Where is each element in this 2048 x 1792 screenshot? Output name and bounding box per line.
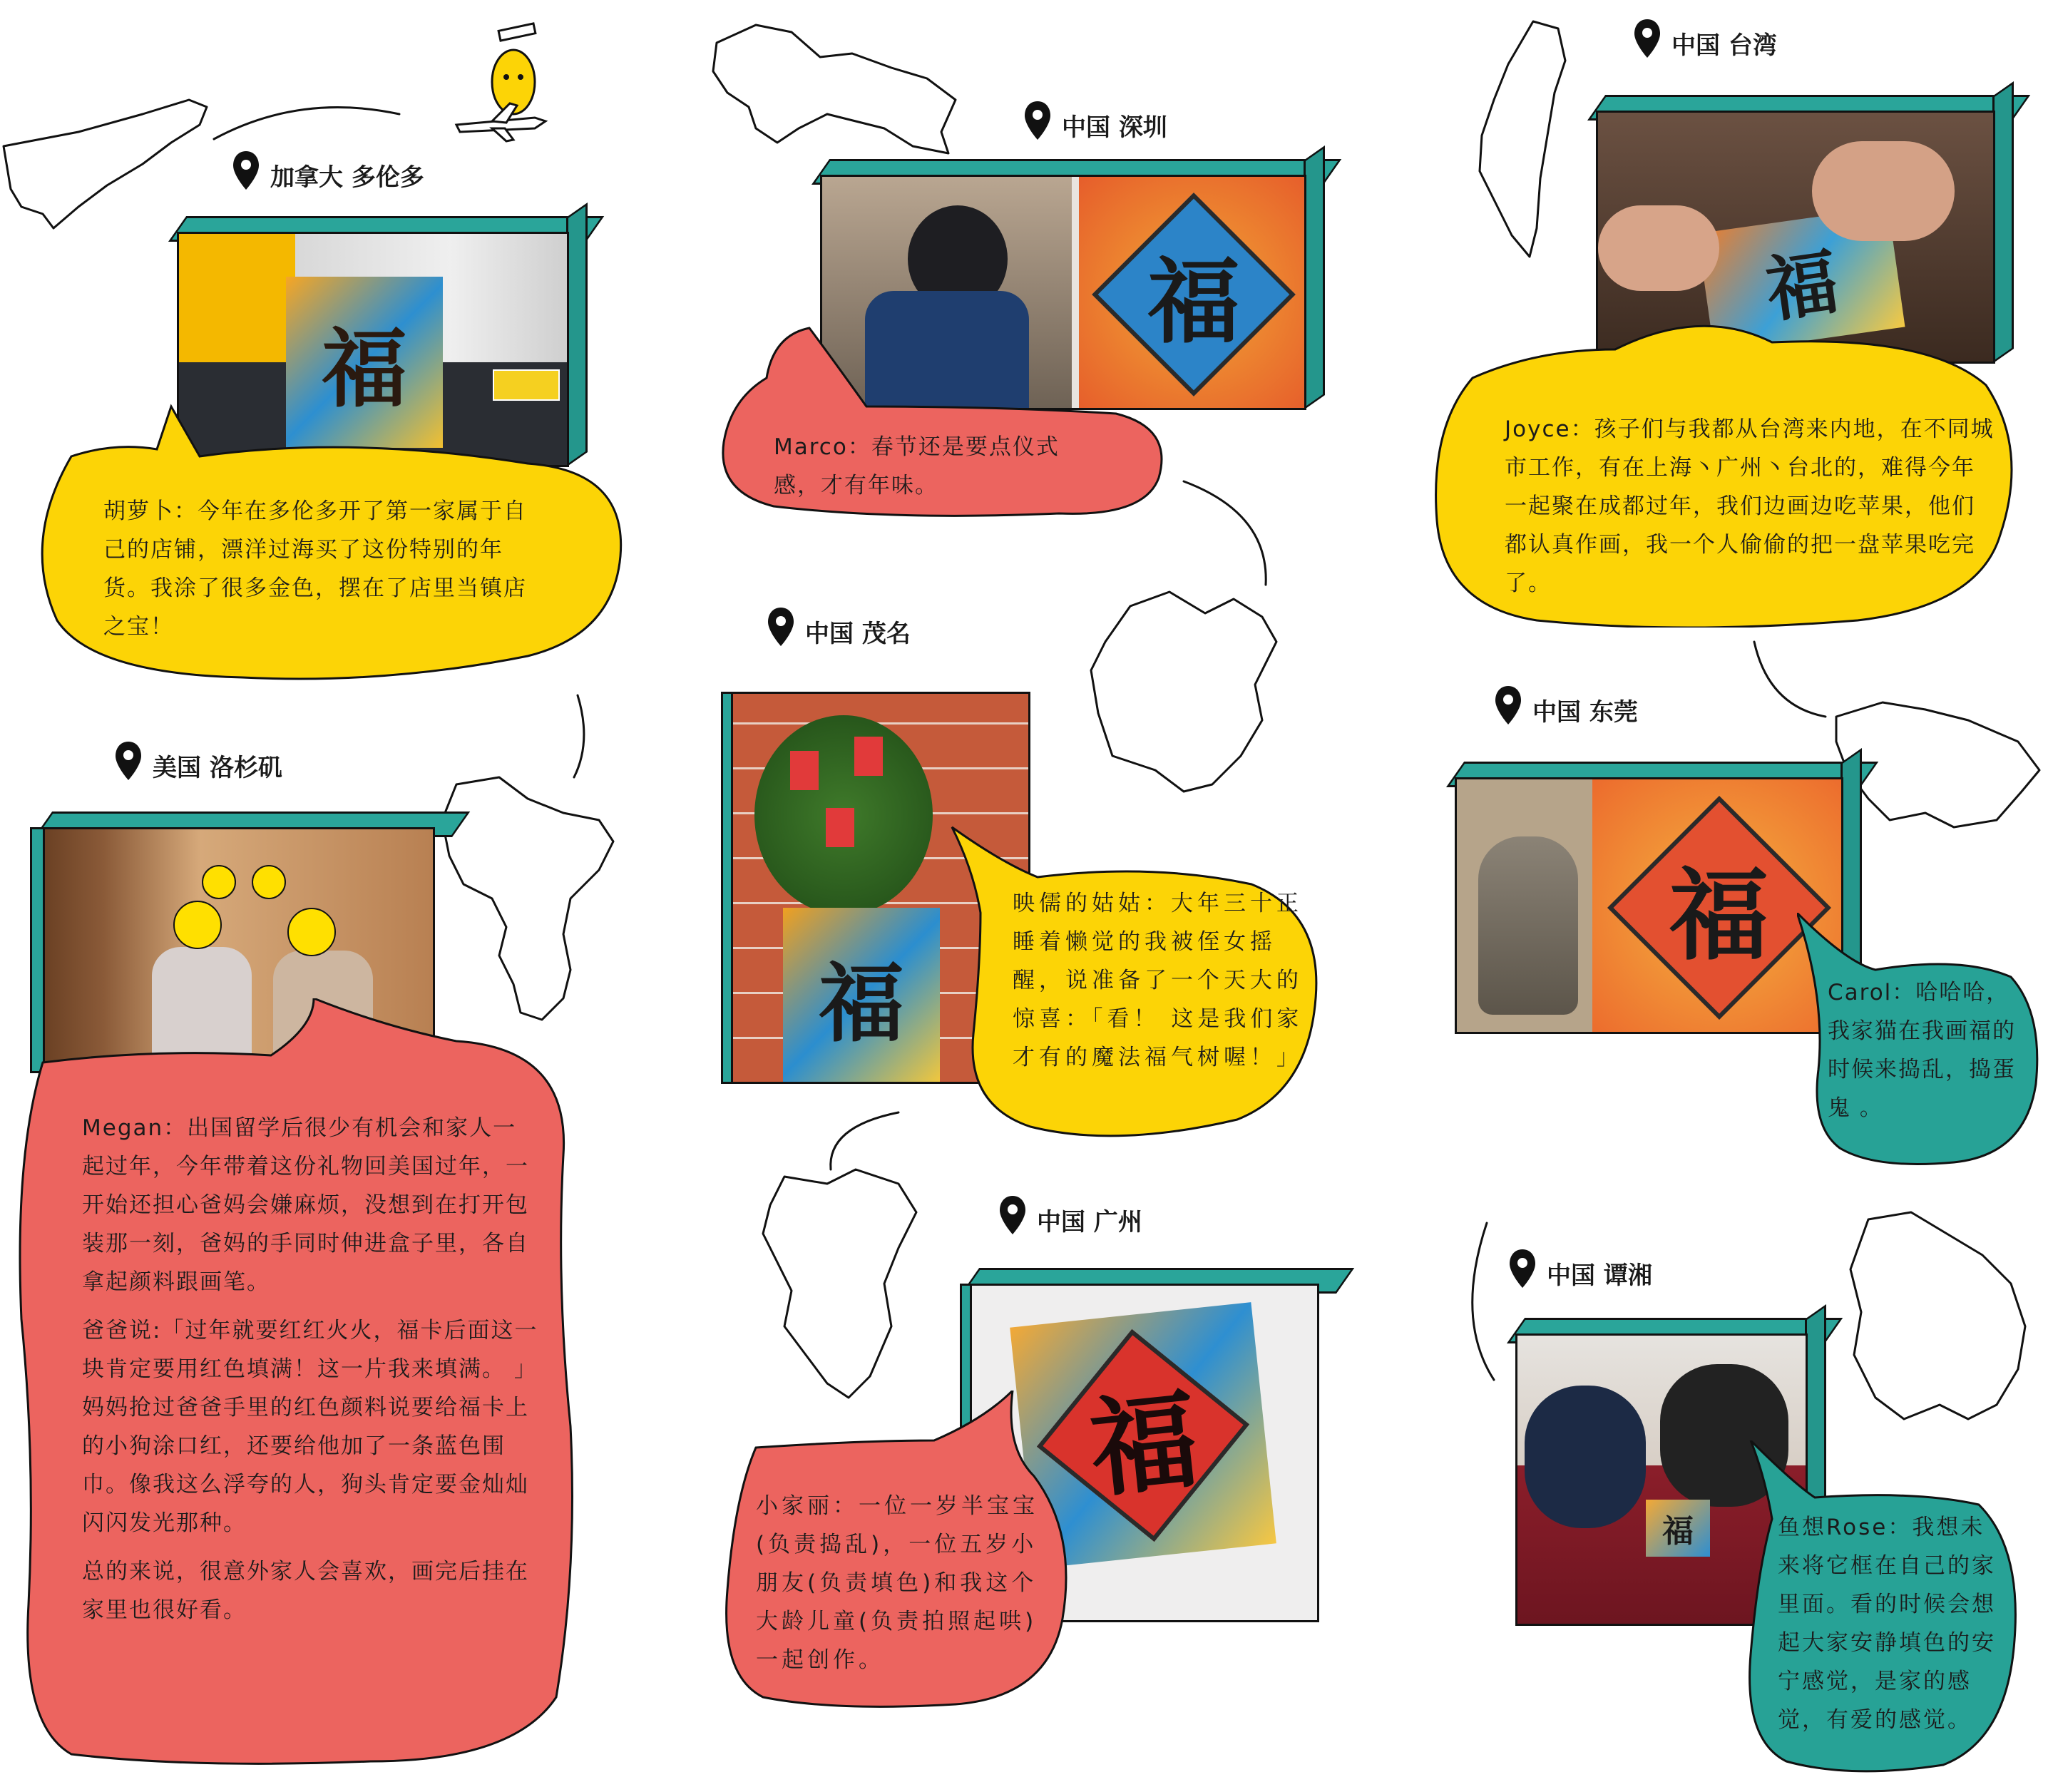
fu-character: 福 [819, 953, 904, 1054]
smiley-icon [173, 901, 222, 949]
story-text-dongguan [1828, 973, 2027, 1137]
location-name: 美国 洛杉矶 [153, 754, 282, 782]
story-paragraph: 胡萝卜：今年在多伦多开了第一家属于自己的店铺，漂洋过海买了这份特别的年货。我涂了很多金色，摆在了店里当镇店之宝！ [103, 498, 527, 640]
location-name: 中国 广州 [1037, 1208, 1142, 1237]
smiley-icon [202, 865, 236, 899]
location-name: 中国 谭湘 [1547, 1261, 1652, 1290]
story-paragraph: 爸爸说:「过年就要红红火火，福卡后面这一块肯定要用红色填满！这一片我来填满。 」妈妈抢过爸爸手里的红色颜料说要给福卡上的小狗涂口红，还要给他加了一条蓝色围巾。像我这么浮夸的人，狗头肯定要金灿灿闪闪发光那种。 [82, 1318, 538, 1536]
smiley-icon [287, 908, 336, 956]
fu-character: 福 [1084, 1376, 1204, 1513]
map-pin-icon [232, 150, 260, 193]
fu-card [1646, 1500, 1710, 1557]
location-name: 中国 台湾 [1671, 31, 1777, 60]
story-text-maoming [1013, 884, 1312, 1087]
story-text-taiwan [1505, 410, 1997, 613]
story-paragraph: 小家丽：一位一岁半宝宝(负责捣乱)，一位五岁小朋友(负责填色)和我这个大龄儿童(负责拍照起哄)一起创作。 [756, 1493, 1038, 1673]
fu-character: 福 [322, 319, 407, 419]
location-label-maoming [767, 606, 911, 649]
fu-character: 福 [1147, 247, 1241, 357]
fu-character: 福 [1761, 239, 1843, 333]
map-pin-icon [1494, 685, 1522, 727]
location-label-dongguan [1494, 685, 1638, 727]
story-text-toronto [103, 492, 546, 656]
location-label-guangzhou [998, 1194, 1142, 1237]
fu-character: 福 [1669, 857, 1769, 975]
photo-dongguan [1455, 777, 1843, 1034]
story-paragraph: 鱼想Rose：我想未来将它框在自己的家里面。看的时候会想起大家安静填色的安宁感觉，是家的感觉，有爱的感觉。 [1778, 1515, 1996, 1733]
story-paragraph: 总的来说，很意外家人会喜欢，画完后挂在家里也很好看。 [82, 1559, 529, 1623]
location-name: 中国 深圳 [1062, 113, 1167, 142]
story-paragraph: Carol：哈哈哈，我家猫在我画福的时候来捣乱，捣蛋鬼 。 [1828, 980, 2016, 1121]
location-label-taiwan [1633, 18, 1777, 61]
location-name: 中国 茂名 [805, 620, 911, 648]
map-pin-icon [114, 740, 143, 783]
story-paragraph: Marco：春节还是要点仪式感，才有年味。 [774, 434, 1060, 498]
story-paragraph: 映儒的姑姑：大年三十正睡着懒觉的我被侄女摇醒，说准备了一个天大的惊喜：「看！ 这是我们家才有的魔法福气树喔！」 [1013, 891, 1304, 1070]
location-name: 加拿大 多伦多 [270, 163, 424, 192]
location-name: 中国 东莞 [1532, 698, 1638, 727]
fu-character: 福 [1662, 1513, 1694, 1550]
photo-box-dongguan [1455, 777, 1843, 1034]
map-pin-icon [1508, 1248, 1537, 1291]
location-label-toronto [232, 150, 424, 193]
story-paragraph: Megan：出国留学后很少有机会和家人一起过年，今年带着这份礼物回美国过年，一开始还担心爸妈会嫌麻烦，没想到在打开包装那一刻，爸妈的手同时伸进盒子里，各自拿起颜料跟画笔。 [82, 1115, 529, 1295]
map-pin-icon [998, 1194, 1027, 1237]
story-paragraph: Joyce：孩子们与我都从台湾来内地，在不同城市工作，有在上海丶广州丶台北的，难得今年一起聚在成都过年，我们边画边吃苹果，他们都认真作画，我一个人偷偷的把一盘苹果吃完了。 [1505, 416, 1995, 596]
map-pin-icon [1633, 18, 1662, 61]
smiley-icon [252, 865, 286, 899]
story-text-shenzhen [774, 428, 1102, 515]
location-label-xiangtan [1508, 1248, 1652, 1291]
map-pin-icon [767, 606, 795, 649]
location-label-shenzhen [1023, 100, 1167, 143]
location-label-losangeles [114, 740, 282, 783]
fu-card [783, 908, 940, 1084]
story-text-guangzhou [756, 1487, 1041, 1689]
story-text-xiangtan [1778, 1508, 2006, 1749]
airplane-icon [442, 21, 549, 143]
story-text-losangeles [82, 1109, 538, 1639]
map-pin-icon [1023, 100, 1052, 143]
